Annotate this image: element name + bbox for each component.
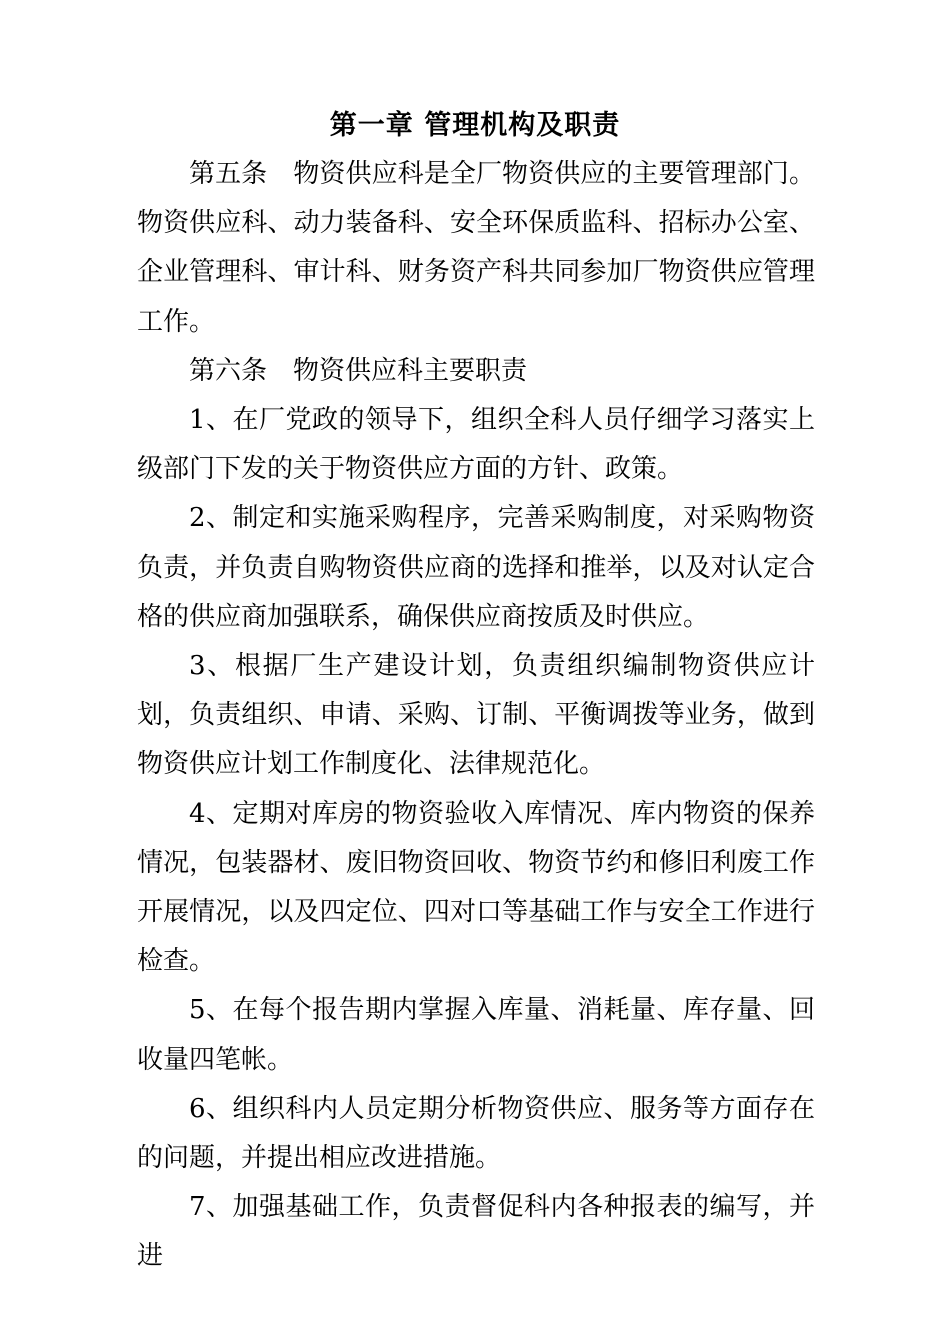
- document-body: [137, 150, 815, 1282]
- article-5-paragraph: 第五条 物资供应科是全厂物资供应的主要管理部门。物资供应科、动力装备科、安全环保质监科、招标办公室、企业管理科、审计科、财务资产科共同参加厂物资供应管理工作。: [137, 159, 815, 337]
- duty-item-6: 6、组织科内人员定期分析物资供应、服务等方面存在的问题，并提出相应改进措施。: [137, 1093, 815, 1174]
- duty-item-4: 4、定期对库房的物资验收入库情况、库内物资的保养情况，包装器材、废旧物资回收、物资节约和修旧利废工作开展情况，以及四定位、四对口等基础工作与安全工作进行检查。: [137, 798, 815, 977]
- chapter-title: 第一章 管理机构及职责: [329, 110, 621, 141]
- article-6-heading: 第六条 物资供应科主要职责: [189, 355, 528, 386]
- duty-item-1: 1、在厂党政的领导下，组织全科人员仔细学习落实上级部门下发的关于物资供应方面的方针、政策。: [137, 405, 815, 485]
- duty-item-7: 7、加强基础工作，负责督促科内各种报表的编写，并进: [137, 1192, 815, 1272]
- duty-item-3: 3、根据厂生产建设计划，负责组织编制物资供应计划，负责组织、申请、采购、订制、平衡调拨等业务，做到物资供应计划工作制度化、法律规范化。: [137, 651, 815, 780]
- duty-item-5: 5、在每个报告期内掌握入库量、消耗量、库存量、回收量四笔帐。: [137, 995, 815, 1075]
- duty-item-2: 2、制定和实施采购程序，完善采购制度，对采购物资负责，并负责自购物资供应商的选择和推举，以及对认定合格的供应商加强联系，确保供应商按质及时供应。: [137, 503, 815, 632]
